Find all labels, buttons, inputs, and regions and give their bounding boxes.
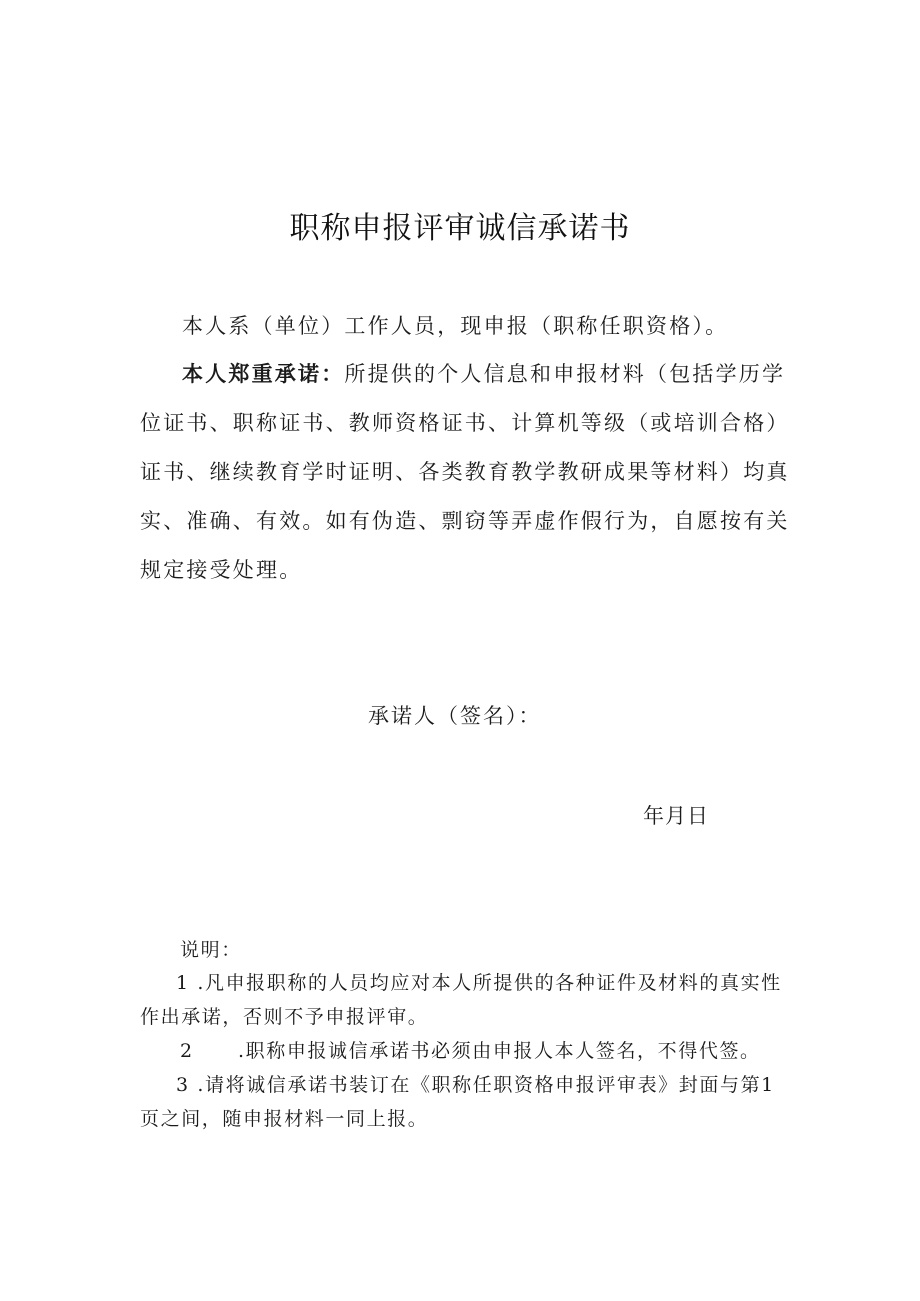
commitment-label: 本人郑重承诺： <box>182 362 345 386</box>
notes-label: 说明： <box>180 939 242 961</box>
signature-line: 承诺人（签名）： <box>368 704 542 728</box>
note-item-3 <box>140 1068 790 1136</box>
intro-paragraph: 本人系（单位）工作人员，现申报（职称任职资格）。 <box>182 314 729 338</box>
note-number: 2 <box>180 1040 194 1062</box>
note-number: 3 <box>176 1074 190 1096</box>
note-text: .请将诚信承诺书装订在《职称任职资格申报评审表》封面与第1页之间，随申报材料一同上报。 <box>140 1074 775 1130</box>
document-title: 职称申报评审诚信承诺书 <box>289 211 631 246</box>
commitment-text: 所提供的个人信息和申报材料（包括学历学位证书、职称证书、教师资格证书、计算机等级（或培训合格）证书、继续教育学时证明、各类教育教学教研成果等材料）均真实、准确、有效。如有伪造、剽窃等弄虚作假行为，自愿按有关规定接受处理。 <box>140 362 790 582</box>
note-number: 1 <box>176 972 190 994</box>
note-text: .职称申报诚信承诺书必须由申报人本人签名，不得代签。 <box>238 1040 761 1062</box>
note-text: .凡申报职称的人员均应对本人所提供的各种证件及材料的真实性作出承诺，否则不予申报评审。 <box>140 972 782 1028</box>
note-item-2 <box>180 1034 840 1068</box>
commitment-paragraph <box>140 350 790 595</box>
date-line: 年月日 <box>643 804 709 828</box>
note-item-1 <box>140 966 790 1034</box>
